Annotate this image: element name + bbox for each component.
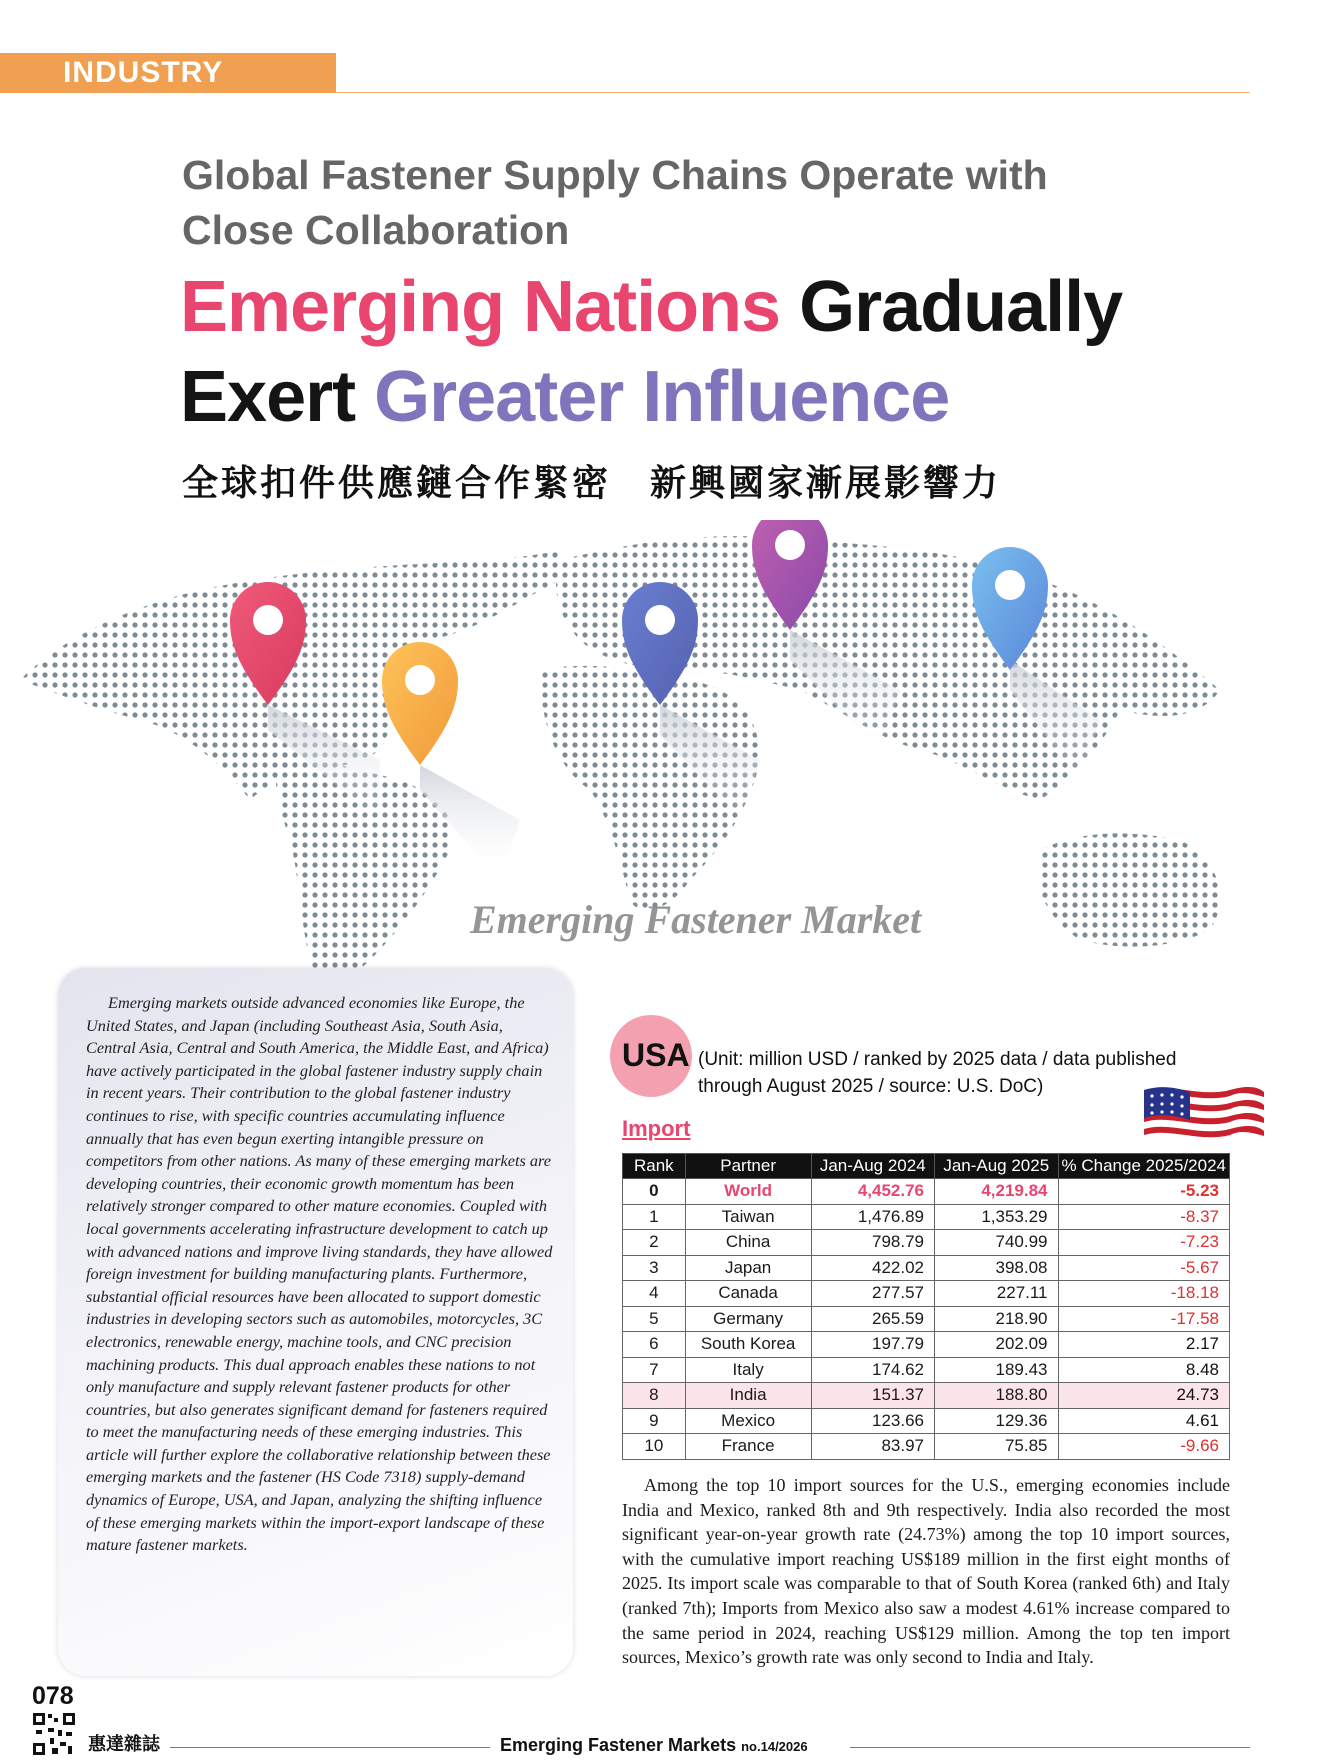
footer-rule-left bbox=[170, 1747, 490, 1748]
table-header-row bbox=[623, 1154, 1230, 1179]
value-2025-cell: 227.11 bbox=[935, 1281, 1059, 1307]
section-tag: INDUSTRY FOCUS bbox=[0, 53, 336, 93]
section-tag-rule bbox=[336, 92, 1250, 93]
rank-cell: 5 bbox=[623, 1306, 686, 1332]
kicker-line-2: Close Collaboration bbox=[182, 207, 570, 253]
col-header-2025: Jan-Aug 2025 bbox=[935, 1154, 1059, 1179]
table-row bbox=[623, 1230, 1230, 1256]
value-2025-cell: 398.08 bbox=[935, 1255, 1059, 1281]
value-2025-cell: 189.43 bbox=[935, 1357, 1059, 1383]
value-2025-cell: 188.80 bbox=[935, 1383, 1059, 1409]
kicker-line-1: Global Fastener Supply Chains Operate with bbox=[182, 152, 1048, 198]
table-row bbox=[623, 1255, 1230, 1281]
change-cell: -7.23 bbox=[1058, 1230, 1229, 1256]
col-header-change: % Change 2025/2024 bbox=[1058, 1154, 1229, 1179]
table-row bbox=[623, 1383, 1230, 1409]
value-2024-cell: 1,476.89 bbox=[811, 1204, 934, 1230]
value-2024-cell: 83.97 bbox=[811, 1434, 934, 1460]
magazine-name: Emerging Fastener Markets bbox=[500, 1735, 737, 1755]
country-label: USA bbox=[622, 1037, 690, 1073]
issue-number: no.14/2026 bbox=[741, 1739, 808, 1754]
change-cell: -8.37 bbox=[1058, 1204, 1229, 1230]
value-2024-cell: 798.79 bbox=[811, 1230, 934, 1256]
import-label: Import bbox=[622, 1116, 691, 1141]
us-flag-icon bbox=[1140, 1080, 1268, 1150]
table-row bbox=[623, 1332, 1230, 1358]
value-2024-cell: 4,452.76 bbox=[811, 1179, 934, 1205]
kicker-title bbox=[182, 148, 1082, 258]
table-row bbox=[623, 1357, 1230, 1383]
headline-part-3: Exert bbox=[180, 357, 375, 437]
partner-cell: India bbox=[685, 1383, 811, 1409]
col-header-rank: Rank bbox=[623, 1154, 686, 1179]
partner-cell: World bbox=[685, 1179, 811, 1205]
rank-cell: 0 bbox=[623, 1179, 686, 1205]
value-2025-cell: 218.90 bbox=[935, 1306, 1059, 1332]
partner-cell: Taiwan bbox=[685, 1204, 811, 1230]
headline-part-1: Emerging Nations bbox=[180, 267, 781, 347]
col-header-2024: Jan-Aug 2024 bbox=[811, 1154, 934, 1179]
partner-cell: Canada bbox=[685, 1281, 811, 1307]
rank-cell: 7 bbox=[623, 1357, 686, 1383]
rank-cell: 9 bbox=[623, 1408, 686, 1434]
value-2024-cell: 197.79 bbox=[811, 1332, 934, 1358]
value-2025-cell: 202.09 bbox=[935, 1332, 1059, 1358]
value-2025-cell: 1,353.29 bbox=[935, 1204, 1059, 1230]
intro-text: Emerging markets outside advanced economies like Europe, the United States, and Japan (including Southeast Asia, South Asia, Central Asia, Central and South America, the Middle East, and Africa) have actively participated in the global fastener industry supply chain in recent years. Their contribution to the global fastener industry continues to rise, with specific countries accumulating influence annually that has even begun exerting intangible pressure on competitors from other nations. As many of these emerging markets are developing countries, their economic growth momentum has been relatively stronger compared to other mature economies. Coupled with local governments accelerating infrastructure development to catch up with advanced nations and improve living standards, they have allowed foreign investment for building manufacturing plants. Furthermore, substantial official resources have been allocated to support domestic industries in developing sectors such as automobiles, motorcycles, 3C electronics, renewable energy, machine tools, and CNC precision machining products. This dual approach enables these nations to not only manufacture and supply relevant fastener products for other countries, but also generates significant demand for fasteners required to meet the manufacturing needs of these emerging industries. This article will further explore the collaborative relationship between these emerging markets and the fastener (HS Code 7318) supply-demand dynamics of Europe, USA, and Japan, analyzing the shifting influence of these emerging markets within the import-export landscape of these mature fastener markets. bbox=[86, 993, 553, 1555]
map-australia bbox=[1037, 833, 1220, 946]
headline-part-4: Greater Influence bbox=[374, 357, 950, 437]
change-cell: -9.66 bbox=[1058, 1434, 1229, 1460]
partner-cell: Germany bbox=[685, 1306, 811, 1332]
chinese-title: 全球扣件供應鏈合作緊密 新興國家漸展影響力 bbox=[182, 462, 1002, 503]
partner-cell: France bbox=[685, 1434, 811, 1460]
change-cell: 2.17 bbox=[1058, 1332, 1229, 1358]
table-row bbox=[623, 1204, 1230, 1230]
value-2025-cell: 129.36 bbox=[935, 1408, 1059, 1434]
change-cell: -5.23 bbox=[1058, 1179, 1229, 1205]
import-table bbox=[622, 1153, 1230, 1460]
map-caption: Emerging Fastener Market bbox=[470, 897, 922, 942]
partner-cell: China bbox=[685, 1230, 811, 1256]
table-row bbox=[623, 1408, 1230, 1434]
headline-part-2: Gradually bbox=[780, 267, 1123, 347]
publisher-name: 惠達雜誌 bbox=[88, 1734, 160, 1754]
table-row bbox=[623, 1434, 1230, 1460]
table-row bbox=[623, 1281, 1230, 1307]
change-cell: 24.73 bbox=[1058, 1383, 1229, 1409]
change-cell: -18.18 bbox=[1058, 1281, 1229, 1307]
footer-magazine bbox=[500, 1735, 808, 1756]
table-row bbox=[623, 1179, 1230, 1205]
value-2025-cell: 740.99 bbox=[935, 1230, 1059, 1256]
value-2025-cell: 4,219.84 bbox=[935, 1179, 1059, 1205]
rank-cell: 8 bbox=[623, 1383, 686, 1409]
value-2024-cell: 265.59 bbox=[811, 1306, 934, 1332]
rank-cell: 1 bbox=[623, 1204, 686, 1230]
value-2025-cell: 75.85 bbox=[935, 1434, 1059, 1460]
rank-cell: 6 bbox=[623, 1332, 686, 1358]
rank-cell: 2 bbox=[623, 1230, 686, 1256]
change-cell: -17.58 bbox=[1058, 1306, 1229, 1332]
change-cell: -5.67 bbox=[1058, 1255, 1229, 1281]
unit-note: (Unit: million USD / ranked by 2025 data / data published through August 2025 / source: U.S. DoC) bbox=[698, 1049, 1177, 1097]
footer-rule-right bbox=[850, 1747, 1250, 1748]
change-cell: 4.61 bbox=[1058, 1408, 1229, 1434]
partner-cell: Japan bbox=[685, 1255, 811, 1281]
table-row bbox=[623, 1306, 1230, 1332]
value-2024-cell: 174.62 bbox=[811, 1357, 934, 1383]
headline bbox=[180, 262, 1280, 442]
value-2024-cell: 422.02 bbox=[811, 1255, 934, 1281]
partner-cell: South Korea bbox=[685, 1332, 811, 1358]
value-2024-cell: 123.66 bbox=[811, 1408, 934, 1434]
rank-cell: 3 bbox=[623, 1255, 686, 1281]
col-header-partner: Partner bbox=[685, 1154, 811, 1179]
map-pin-icon bbox=[382, 642, 458, 765]
change-cell: 8.48 bbox=[1058, 1357, 1229, 1383]
value-2024-cell: 277.57 bbox=[811, 1281, 934, 1307]
body-paragraph: Among the top 10 import sources for the U.S., emerging economies include India and Mexico, ranked 8th and 9th respectively. India also recorded the most significant year-on-year growth rate (24.73%) among the top 10 import sources, with the cumulative import reaching US$189 million in the first eight months of 2025. Its import scale was comparable to that of South Korea (ranked 6th) and Italy (ranked 7th); Imports from Mexico also saw a modest 4.61% increase compared to the same period in 2024, reaching US$129 million. Among the top ten import sources, Mexico’s growth rate was only second to India and Italy. bbox=[622, 1475, 1230, 1668]
value-2024-cell: 151.37 bbox=[811, 1383, 934, 1409]
rank-cell: 10 bbox=[623, 1434, 686, 1460]
partner-cell: Mexico bbox=[685, 1408, 811, 1434]
qr-code-icon bbox=[32, 1712, 76, 1756]
page-number: 078 bbox=[32, 1682, 74, 1710]
rank-cell: 4 bbox=[623, 1281, 686, 1307]
partner-cell: Italy bbox=[685, 1357, 811, 1383]
